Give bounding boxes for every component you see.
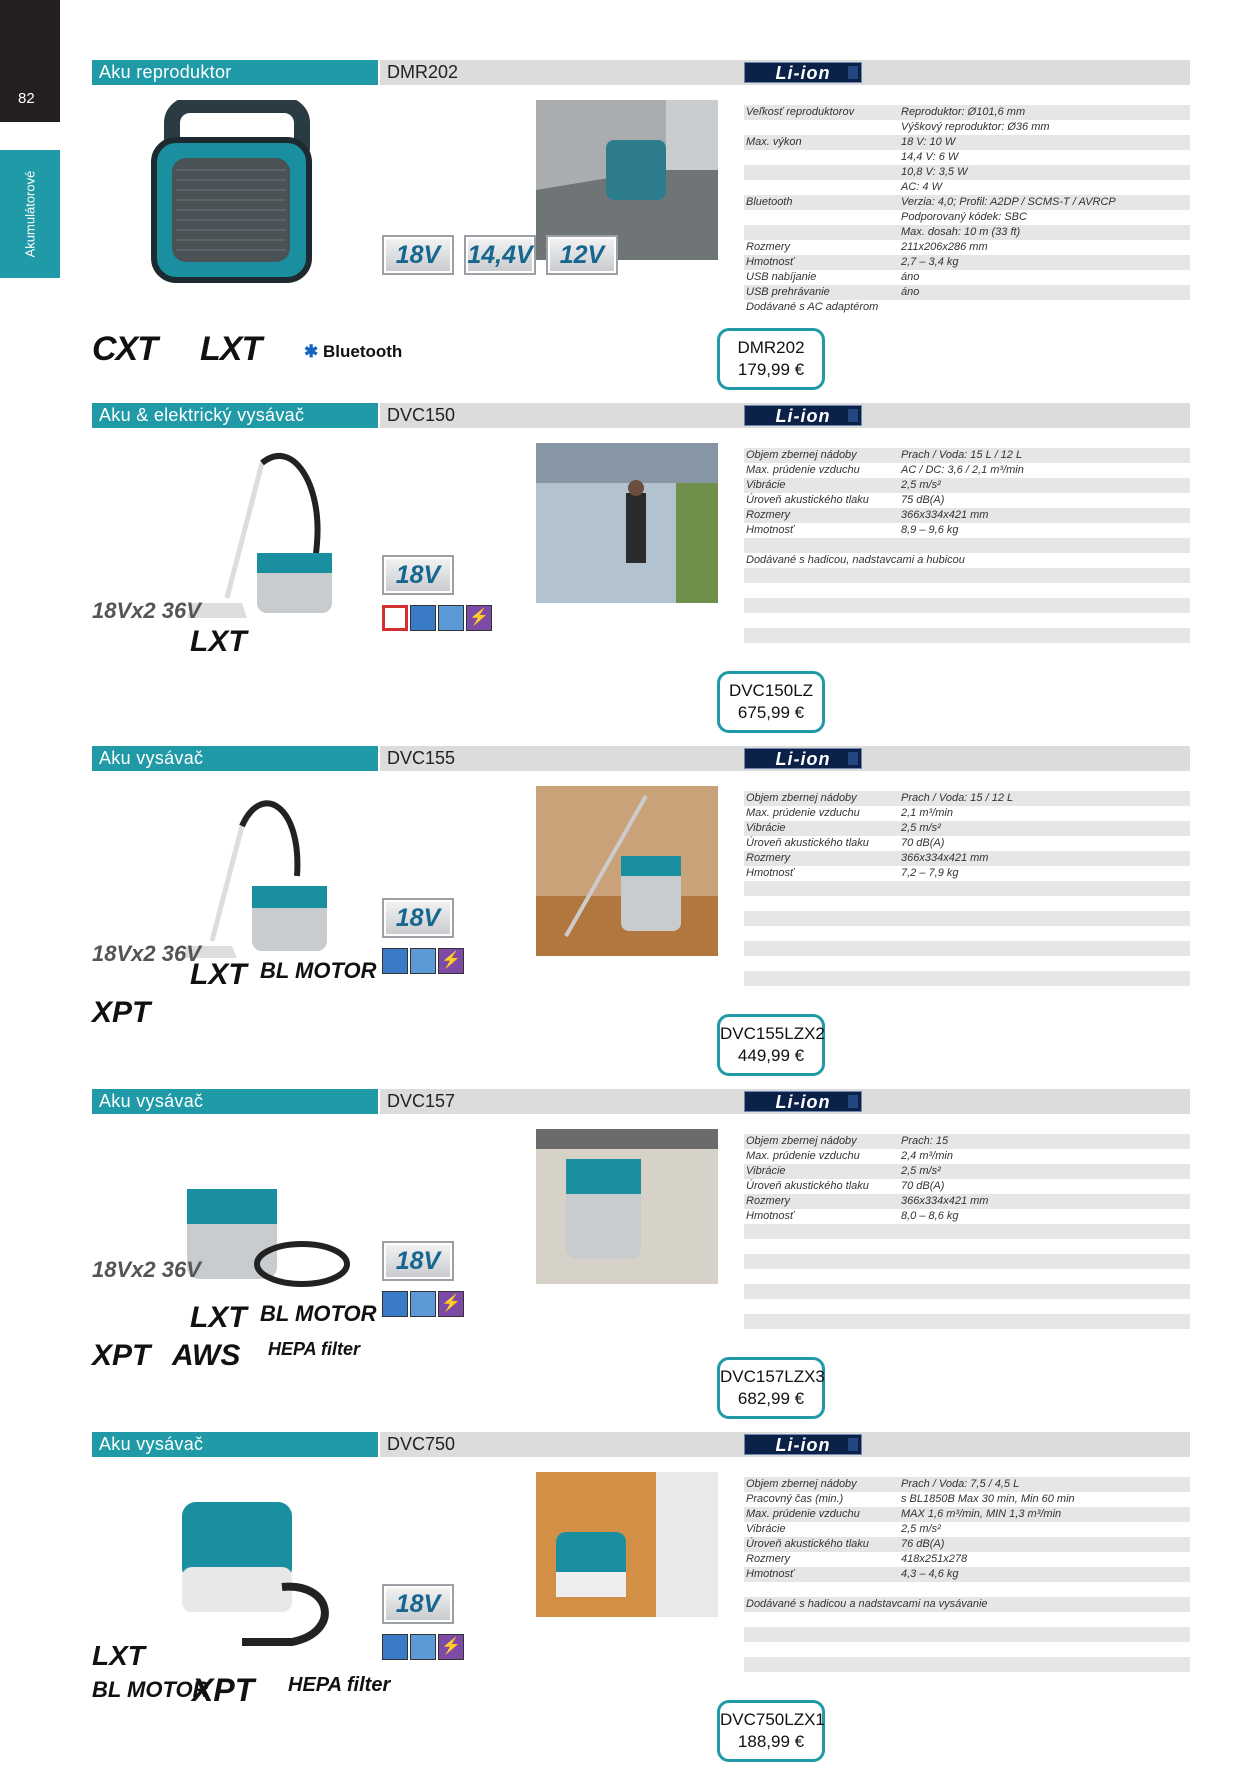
spec-row: 14,4 V: 6 W: [901, 151, 959, 163]
spec-row: Vibrácie 2,5 m/s²: [744, 478, 1190, 493]
spec-row: Objem zbernej nádoby Prach: 15: [744, 1134, 1190, 1149]
section-header: [92, 403, 1190, 428]
spec-row: [744, 1284, 1190, 1299]
voltage-badge: 12V: [546, 235, 618, 275]
spec-row: [744, 1239, 1190, 1254]
price: 682,99 €: [737, 1389, 805, 1408]
section-header: [92, 60, 1190, 85]
voltage-badge: 18V: [382, 1241, 454, 1281]
spec-row: [744, 628, 1190, 643]
spec-row: [744, 538, 1190, 553]
spec-row: [744, 598, 1190, 613]
spec-row: [744, 956, 1190, 971]
category-label: Aku vysávač: [92, 1432, 378, 1457]
spec-row: [744, 896, 1190, 911]
price-box: [717, 328, 825, 390]
bl-motor-logo: BL MOTOR: [92, 1677, 209, 1702]
spec-row: Úroveň akustického tlaku 70 dB(A): [746, 1180, 945, 1192]
category-label: Aku reproduktor: [92, 60, 378, 85]
product-code: DVC155LZX2: [720, 1024, 825, 1043]
bluetooth-logo: ✱ Bluetooth: [304, 342, 403, 361]
price: 188,99 €: [737, 1732, 805, 1751]
voltage-badges: [382, 235, 642, 275]
spec-row: Max. prúdenie vzduchu MAX 1,6 m³/min, MIN 1,3 m³/min: [744, 1507, 1190, 1522]
li-ion-badge: Li-ion: [744, 1091, 862, 1112]
price: 179,99 €: [737, 360, 805, 379]
model-label: DVC155: [380, 746, 1190, 771]
voltage-badge: 14,4V: [464, 235, 536, 275]
spec-row: Objem zbernej nádoby Prach / Voda: 15 / 12 L: [744, 791, 1190, 806]
lxt-logo: LXT: [190, 1301, 247, 1334]
xpt-logo: XPT: [92, 1339, 151, 1372]
lightning-icon: ⚡: [438, 948, 464, 974]
lightning-icon: ⚡: [438, 1634, 464, 1660]
lxt-logo: LXT: [190, 625, 247, 658]
spec-row: Vibrácie 2,5 m/s²: [746, 1523, 941, 1535]
water-icon: [438, 605, 464, 631]
voltage-badge: 18V: [382, 1584, 454, 1624]
price-box: [717, 1014, 825, 1076]
aws-logo: AWS: [172, 1339, 241, 1372]
price-box: [717, 1357, 825, 1419]
spec-row: Hmotnosť 2,7 – 3,4 kg: [744, 255, 1190, 270]
bl-motor-logo: BL MOTOR: [260, 1301, 377, 1326]
spec-row: AC: 4 W: [901, 181, 942, 193]
cxt-logo: CXT: [92, 330, 157, 368]
category-label: Aku vysávač: [92, 746, 378, 771]
section-header: [92, 746, 1190, 771]
spec-table: [744, 448, 1190, 658]
spec-row: [744, 971, 1190, 986]
spec-row: Výškový reproduktor: Ø36 mm: [901, 121, 1050, 133]
xpt-logo: XPT: [92, 996, 151, 1029]
spec-row: [744, 1627, 1190, 1642]
spec-row: [744, 1269, 1190, 1284]
spec-row: [744, 568, 1190, 583]
spec-row: Vibrácie 2,5 m/s²: [744, 821, 1190, 836]
spec-row: [744, 1642, 1190, 1657]
price: 449,99 €: [737, 1046, 805, 1065]
page-number: 82: [18, 90, 35, 107]
spec-row: Max. prúdenie vzduchu 2,4 m³/min: [746, 1150, 953, 1162]
spec-row: Rozmery 418x251x278: [746, 1553, 968, 1565]
voltage-badge: 18V: [382, 898, 454, 938]
spec-row: Veľkosť reproduktorov Reproduktor: Ø101,6 mm: [744, 105, 1190, 120]
spec-row: Objem zbernej nádoby Prach / Voda: 15 L / 12 L: [744, 448, 1190, 463]
spec-row: Max. dosah: 10 m (33 ft): [744, 225, 1190, 240]
spec-row: Max. prúdenie vzduchu AC / DC: 3,6 / 2,1 m³/min: [746, 464, 1024, 476]
hepa-filter-logo: HEPA filter: [268, 1339, 361, 1359]
lightning-icon: ⚡: [438, 1291, 464, 1317]
dust-icon: [382, 948, 408, 974]
spec-row: USB prehrávanie áno: [744, 285, 1190, 300]
xpt-logo: XPT: [192, 1672, 255, 1708]
spec-row: Vibrácie 2,5 m/s²: [744, 1164, 1190, 1179]
model-label: DVC750: [380, 1432, 1190, 1457]
bluetooth-icon: ✱: [304, 342, 319, 361]
lxt-logo: LXT: [92, 1640, 145, 1671]
water-icon: [410, 948, 436, 974]
li-ion-badge: Li-ion: [744, 62, 862, 83]
voltage-badge: 18V: [382, 235, 454, 275]
feature-icons: [382, 948, 466, 976]
spec-row: Úroveň akustického tlaku 75 dB(A): [746, 494, 945, 506]
voltage-badge: 18V: [382, 555, 454, 595]
lxt-logo: LXT: [190, 958, 247, 991]
spec-row: [744, 1299, 1190, 1314]
feature-icons: [382, 1291, 466, 1319]
spec-row: Dodávané s AC adaptérom: [746, 301, 879, 313]
lxt-logo: LXT: [200, 330, 262, 368]
product-code: DVC750LZX1: [720, 1710, 825, 1729]
spec-table: [744, 105, 1190, 315]
spec-row: Úroveň akustického tlaku 70 dB(A): [746, 837, 945, 849]
spec-row: Podporovaný kódek: SBC: [901, 211, 1027, 223]
18vx2-36v-logo: 18Vx2 36V: [92, 941, 201, 966]
model-label: DMR202: [380, 60, 1190, 85]
section-header: [92, 1432, 1190, 1457]
water-icon: [410, 1634, 436, 1660]
spec-row: [744, 911, 1190, 926]
li-ion-badge: Li-ion: [744, 1434, 862, 1455]
product-code: DVC150LZ: [728, 681, 814, 700]
dust-icon: [410, 605, 436, 631]
spec-row: Rozmery 366x334x421 mm: [744, 1194, 1190, 1209]
product-section: [92, 1089, 1190, 1432]
spec-row: [744, 926, 1190, 941]
speaker-image: [132, 100, 362, 290]
page-number-block: [0, 0, 60, 122]
spec-row: USB nabíjanie áno: [746, 271, 920, 283]
spec-row: Max. výkon 18 V: 10 W: [744, 135, 1190, 150]
section-header: [92, 1089, 1190, 1114]
spec-row: [744, 1582, 1190, 1597]
model-label: DVC157: [380, 1089, 1190, 1114]
spec-row: [744, 1612, 1190, 1627]
vacuum-image: [132, 1129, 362, 1319]
product-code: DMR202: [737, 338, 805, 357]
feature-icons: [382, 605, 492, 633]
spec-row: Objem zbernej nádoby Prach / Voda: 7,5 / 4,5 L: [744, 1477, 1190, 1492]
spec-row: [744, 1657, 1190, 1672]
spec-row: Max. prúdenie vzduchu 2,1 m³/min: [746, 807, 953, 819]
product-section: [92, 1432, 1190, 1775]
feature-icons: [382, 1634, 466, 1662]
vacuum-image: [132, 1472, 362, 1662]
spec-row: Úroveň akustického tlaku 76 dB(A): [744, 1537, 1190, 1552]
product-section: [92, 746, 1190, 1089]
spec-row: [744, 1329, 1190, 1344]
spec-row: [744, 881, 1190, 896]
dust-icon: [382, 1291, 408, 1317]
voltage-badges: [382, 555, 642, 595]
hepa-filter-logo: HEPA filter: [288, 1674, 391, 1696]
li-ion-badge: Li-ion: [744, 405, 862, 426]
spec-row: Hmotnosť 8,0 – 8,6 kg: [746, 1210, 959, 1222]
category-label: Aku vysávač: [92, 1089, 378, 1114]
voltage-badges: [382, 898, 642, 938]
spec-row: [744, 1672, 1190, 1687]
dust-icon: [382, 1634, 408, 1660]
18vx2-36v-logo: 18Vx2 36V: [92, 598, 201, 623]
price-box: [717, 671, 825, 733]
product-section: [92, 60, 1190, 403]
spec-table: [744, 1477, 1190, 1687]
li-ion-badge: Li-ion: [744, 748, 862, 769]
bl-motor-logo: BL MOTOR: [260, 958, 377, 983]
product-code: DVC157LZX3: [720, 1367, 825, 1386]
spec-table: [744, 791, 1190, 1001]
water-icon: [410, 1291, 436, 1317]
spec-row: Dodávané s hadicou, nadstavcami a hubicou: [746, 554, 965, 566]
ac-power-icon: [382, 605, 408, 631]
spec-table: [744, 1134, 1190, 1344]
spec-row: [744, 1254, 1190, 1269]
spec-row: Rozmery 366x334x421 mm: [744, 851, 1190, 866]
spec-row: [744, 1224, 1190, 1239]
voltage-badges: [382, 1584, 642, 1624]
price: 675,99 €: [737, 703, 805, 722]
product-section: [92, 403, 1190, 746]
spec-row: [744, 1314, 1190, 1329]
side-tab: [0, 150, 60, 278]
voltage-badges: [382, 1241, 642, 1281]
model-label: DVC150: [380, 403, 1190, 428]
spec-row: Rozmery 366x334x421 mm: [744, 508, 1190, 523]
spec-row: [744, 941, 1190, 956]
side-tab-label: Akumulátorové: [22, 170, 38, 258]
spec-row: Hmotnosť 7,2 – 7,9 kg: [746, 867, 959, 879]
spec-row: [744, 613, 1190, 628]
spec-row: Rozmery 211x206x286 mm: [746, 241, 988, 253]
spec-row: Hmotnosť 8,9 – 9,6 kg: [746, 524, 959, 536]
18vx2-36v-logo: 18Vx2 36V: [92, 1257, 201, 1282]
spec-row: Hmotnosť 4,3 – 4,6 kg: [744, 1567, 1190, 1582]
spec-row: [744, 643, 1190, 658]
spec-row: 10,8 V: 3,5 W: [744, 165, 1190, 180]
price-box: [717, 1700, 825, 1762]
spec-row: [744, 583, 1190, 598]
category-label: Aku & elektrický vysávač: [92, 403, 378, 428]
spec-row: [744, 986, 1190, 1001]
lightning-icon: ⚡: [466, 605, 492, 631]
spec-row: Pracovný čas (min.) s BL1850B Max 30 min, Min 60 min: [746, 1493, 1075, 1505]
spec-row: Dodávané s hadicou a nadstavcami na vysávanie: [744, 1597, 1190, 1612]
spec-row: Bluetooth Verzia: 4,0; Profil: A2DP / SCMS-T / AVRCP: [744, 195, 1190, 210]
